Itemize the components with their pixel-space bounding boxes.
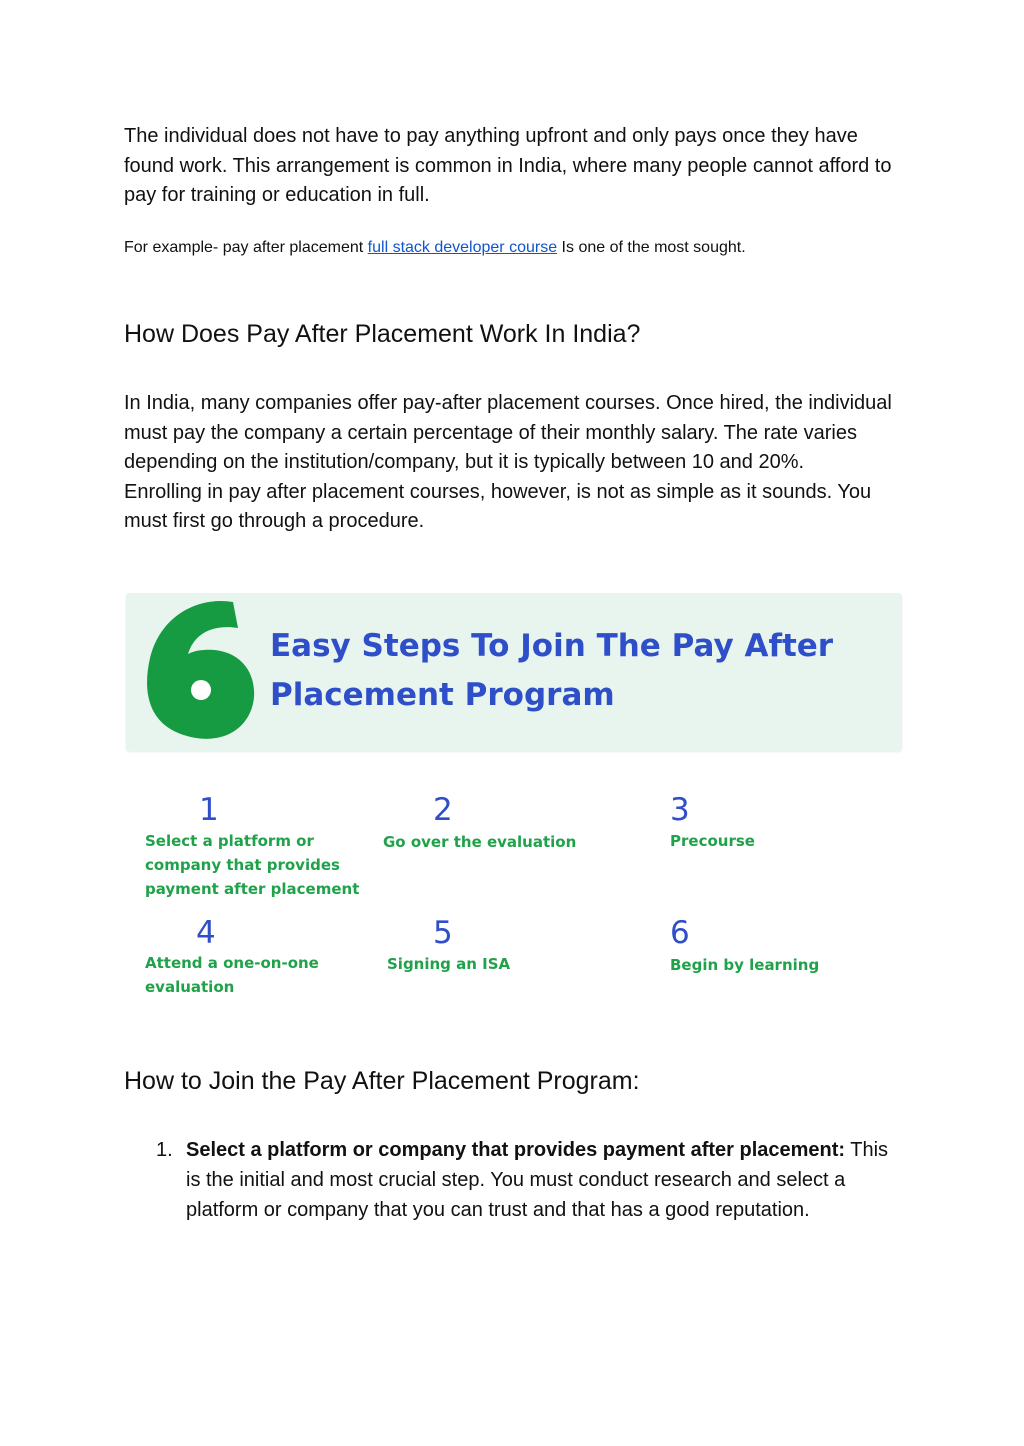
list-item-title: Select a platform or company that provides payment after placement: — [186, 1139, 846, 1161]
example-suffix: Is one of the most sought. — [557, 239, 746, 256]
list-item-body: This is the initial and most crucial step. You must conduct research and select a platform or company that you can trust and that has a good reputation. — [186, 1139, 889, 1221]
step-3-label: Precourse — [670, 832, 755, 850]
list-item-text — [186, 1135, 901, 1225]
example-text — [124, 237, 924, 259]
step-4-label: Attend a one-on-one evaluation — [145, 954, 319, 996]
infographic-title-line-1: Easy Steps To Join The Pay After — [270, 628, 834, 664]
full-stack-course-link[interactable]: full stack developer course — [367, 239, 558, 256]
section-1-paragraph-2: Enrolling in pay after placement courses, however, is not as simple as it sounds. You must first go through a procedure. — [124, 480, 872, 532]
example-line — [124, 237, 924, 259]
section-1-body — [124, 389, 904, 537]
step-6-label: Begin by learning — [670, 956, 820, 974]
section-heading-2 — [124, 1065, 904, 1097]
example-prefix: For example- pay after placement — [124, 239, 368, 256]
section-1-title: How Does Pay After Placement Work In India? — [124, 320, 641, 348]
step-2-label: Go over the evaluation — [383, 833, 577, 851]
section-1-paragraph-1: In India, many companies offer pay-after placement courses. Once hired, the individual must pay the company a certain percentage of their monthly salary. The rate varies depending on the institution/company, but it is typically between 10 and 20%. — [124, 392, 892, 473]
section-2-title: How to Join the Pay After Placement Program: — [124, 1067, 640, 1095]
step-2-number: 2 — [433, 792, 453, 828]
infographic-title-line-2: Placement Program — [270, 677, 615, 713]
step-5-label: Signing an ISA — [387, 955, 511, 973]
section-heading-1 — [124, 318, 904, 350]
step-1-number: 1 — [199, 792, 219, 828]
intro-section — [124, 122, 904, 211]
step-5-number: 5 — [433, 915, 453, 951]
step-1-label: Select a platform or company that provides payment after placement — [145, 832, 360, 898]
step-3-number: 3 — [670, 792, 690, 828]
list-item-number: 1. — [156, 1139, 173, 1161]
step-6-number: 6 — [670, 915, 690, 951]
big-six-graphic — [138, 598, 258, 740]
step-4-number: 4 — [196, 915, 216, 951]
infographic-title — [270, 622, 870, 720]
intro-paragraph: The individual does not have to pay anything upfront and only pays once they have found work. This arrangement is common in India, where many people cannot afford to pay for training or education in full. — [124, 125, 892, 206]
